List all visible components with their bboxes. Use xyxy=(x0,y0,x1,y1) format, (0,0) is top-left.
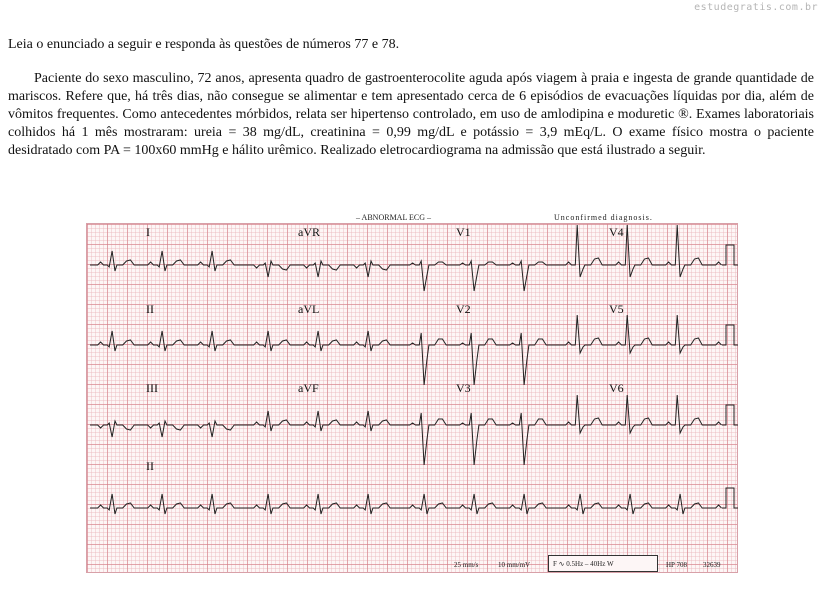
ecg-trace-row2 xyxy=(90,315,722,385)
ecg-trace-row1 xyxy=(90,225,722,291)
ecg-header-unconfirmed: Unconfirmed diagnosis. xyxy=(554,213,653,222)
lead-label-aVF: aVF xyxy=(298,381,319,395)
watermark: estudegratis.com.br xyxy=(694,2,818,13)
lead-label-aVR: aVR xyxy=(298,225,320,239)
lead-label-I: I xyxy=(146,225,150,239)
calibration-pulse-4 xyxy=(722,488,738,508)
lead-label-V1: V1 xyxy=(456,225,471,239)
ecg-speed: 25 mm/s xyxy=(454,561,479,569)
lead-label-V4: V4 xyxy=(609,225,624,239)
ecg-gain: 10 mm/mV xyxy=(498,561,531,569)
question-intro: Leia o enunciado a seguir e responda às questões de números 77 e 78. xyxy=(8,37,400,52)
lead-label-aVL: aVL xyxy=(298,302,320,316)
ecg-filter: F ∿ 0.5Hz – 40Hz W xyxy=(553,560,614,568)
ecg-filter-box xyxy=(548,555,658,572)
lead-label-III: III xyxy=(146,381,158,395)
ecg-code: 32639 xyxy=(703,561,721,569)
lead-label-V5: V5 xyxy=(609,302,624,316)
calibration-pulse-3 xyxy=(722,405,738,425)
ecg-traces xyxy=(86,223,738,573)
ecg-model: HP 708 xyxy=(666,561,687,569)
lead-label-V6: V6 xyxy=(609,381,624,395)
calibration-pulse-2 xyxy=(722,325,738,345)
ecg-trace-rhythm xyxy=(90,494,722,514)
ecg-header-abnormal: – ABNORMAL ECG – xyxy=(356,213,432,222)
ecg-figure xyxy=(86,213,738,573)
calibration-pulse-1 xyxy=(722,245,738,265)
lead-label-V3: V3 xyxy=(456,381,471,395)
lead-label-rhythm-II: II xyxy=(146,459,154,473)
lead-label-II: II xyxy=(146,302,154,316)
lead-label-V2: V2 xyxy=(456,302,471,316)
clinical-case-paragraph: Paciente do sexo masculino, 72 anos, apresenta quadro de gastroenterocolite aguda após viagem à praia e ingesta de grande quantidade de mariscos. Refere que, há três dias, não consegue se alimentar e tem apresentado cerca de 6 episódios de evacuações líquidas por dia, além de vômitos frequentes. Como antecedentes mórbidos, relata ser hipertenso controlado, em uso de amlodipina e moduretic ®. Exames laboratoriais colhidos há 1 mês mostraram: ureia = 38 mg/dL, creatinina = 0,99 mg/dL e potássio = 3,9 mEq/L. O exame físico mostra o paciente desidratado com PA = 100x60 mmHg e hálito urêmico. Realizado eletrocardiograma na admissão que está ilustrado a seguir. xyxy=(8,71,814,158)
ecg-trace-row3 xyxy=(90,395,722,465)
